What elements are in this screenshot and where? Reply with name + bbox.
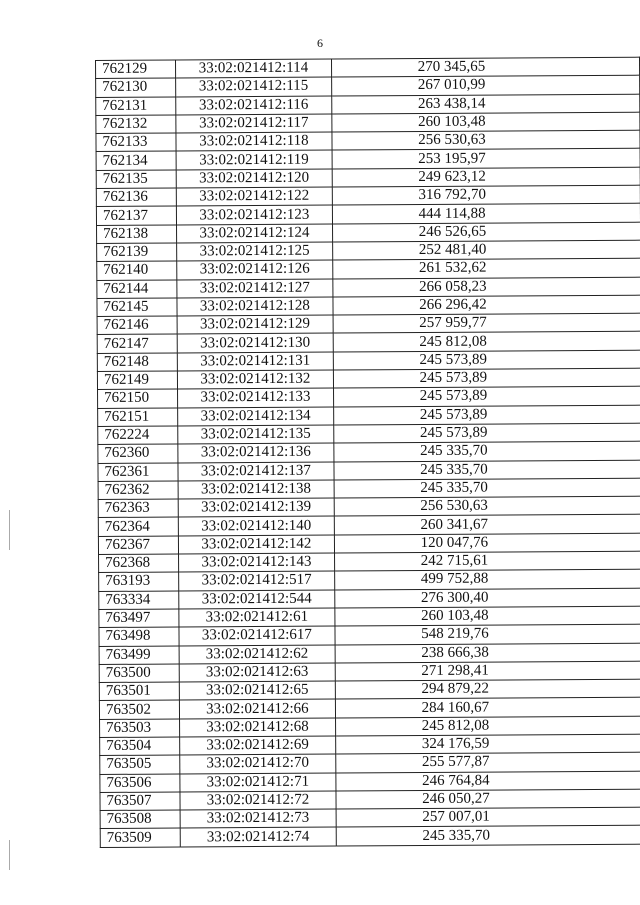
cadastral-number-cell: 33:02:021412:128 — [177, 297, 333, 316]
row-id-cell: 762368 — [99, 554, 179, 573]
cadastral-number-cell: 33:02:021412:68 — [180, 718, 336, 737]
value-cell: 316 792,70 — [332, 185, 640, 205]
value-cell: 266 058,23 — [333, 277, 640, 297]
row-id-cell: 762148 — [97, 353, 177, 372]
row-id-cell: 762130 — [96, 78, 176, 97]
value-cell: 294 879,22 — [335, 679, 640, 699]
row-id-cell: 762131 — [96, 97, 176, 116]
value-cell: 245 812,08 — [333, 332, 640, 352]
row-id-cell: 763503 — [100, 719, 180, 738]
row-id-cell: 762133 — [96, 133, 176, 152]
value-cell: 257 959,77 — [333, 313, 640, 333]
row-id-cell: 762147 — [97, 334, 177, 353]
cadastral-number-cell: 33:02:021412:137 — [178, 462, 334, 481]
row-id-cell: 762136 — [96, 188, 176, 207]
value-cell: 324 176,59 — [335, 734, 640, 754]
row-id-cell: 763502 — [99, 700, 179, 719]
cadastral-number-cell: 33:02:021412:129 — [177, 315, 333, 334]
cadastral-value-table — [95, 57, 640, 848]
row-id-cell: 762144 — [97, 280, 177, 299]
value-cell: 245 335,70 — [334, 460, 640, 480]
value-cell: 267 010,99 — [331, 75, 639, 95]
row-id-cell: 762138 — [97, 225, 177, 244]
cadastral-number-cell: 33:02:021412:123 — [177, 205, 333, 224]
row-id-cell: 763509 — [100, 828, 180, 847]
row-id-cell: 763193 — [99, 572, 179, 591]
value-cell: 249 623,12 — [332, 167, 640, 187]
cadastral-number-cell: 33:02:021412:136 — [178, 443, 334, 462]
cadastral-number-cell: 33:02:021412:132 — [178, 370, 334, 389]
value-cell: 245 573,89 — [333, 368, 640, 388]
document-table-container — [95, 57, 640, 848]
cadastral-number-cell: 33:02:021412:134 — [178, 407, 334, 426]
row-id-cell: 762150 — [98, 389, 178, 408]
value-cell: 245 812,08 — [335, 716, 640, 736]
value-cell: 256 530,63 — [332, 130, 640, 150]
value-cell: 245 335,70 — [334, 441, 640, 461]
row-id-cell: 762360 — [98, 444, 178, 463]
cadastral-number-cell: 33:02:021412:61 — [179, 608, 335, 627]
cadastral-number-cell: 33:02:021412:125 — [177, 242, 333, 261]
value-cell: 253 195,97 — [332, 149, 640, 169]
value-cell: 245 573,89 — [333, 350, 640, 370]
value-cell: 252 481,40 — [332, 240, 640, 260]
cadastral-number-cell: 33:02:021412:65 — [179, 681, 335, 700]
row-id-cell: 763501 — [99, 682, 179, 701]
value-cell: 444 114,88 — [332, 204, 640, 224]
cadastral-number-cell: 33:02:021412:130 — [177, 334, 333, 353]
row-id-cell: 762134 — [96, 151, 176, 170]
scan-edge-mark — [9, 840, 10, 870]
row-id-cell: 762151 — [98, 408, 178, 427]
cadastral-number-cell: 33:02:021412:131 — [177, 352, 333, 371]
cadastral-number-cell: 33:02:021412:72 — [180, 791, 336, 810]
value-cell: 246 526,65 — [332, 222, 640, 242]
value-cell: 271 298,41 — [335, 661, 640, 681]
row-id-cell: 762146 — [97, 316, 177, 335]
row-id-cell: 763508 — [100, 810, 180, 829]
value-cell: 270 345,65 — [331, 57, 639, 77]
cadastral-number-cell: 33:02:021412:143 — [179, 553, 335, 572]
row-id-cell: 763499 — [99, 645, 179, 664]
cadastral-number-cell: 33:02:021412:73 — [180, 809, 336, 828]
row-id-cell: 763505 — [100, 755, 180, 774]
value-cell: 245 335,70 — [334, 478, 640, 498]
cadastral-number-cell: 33:02:021412:70 — [180, 754, 336, 773]
page-number: 6 — [317, 36, 323, 50]
cadastral-number-cell: 33:02:021412:517 — [179, 571, 335, 590]
cadastral-number-cell: 33:02:021412:66 — [180, 699, 336, 718]
row-id-cell: 763506 — [100, 774, 180, 793]
value-cell: 238 666,38 — [335, 643, 640, 663]
cadastral-number-cell: 33:02:021412:133 — [178, 388, 334, 407]
cadastral-number-cell: 33:02:021412:126 — [177, 260, 333, 279]
row-id-cell: 762139 — [97, 243, 177, 262]
row-id-cell: 763500 — [99, 664, 179, 683]
row-id-cell: 762224 — [98, 426, 178, 445]
cadastral-number-cell: 33:02:021412:71 — [180, 773, 336, 792]
cadastral-number-cell: 33:02:021412:69 — [180, 736, 336, 755]
cadastral-number-cell: 33:02:021412:135 — [178, 425, 334, 444]
value-cell: 246 050,27 — [336, 789, 640, 809]
row-id-cell: 762364 — [98, 517, 178, 536]
cadastral-number-cell: 33:02:021412:122 — [176, 187, 332, 206]
value-cell: 245 573,89 — [333, 387, 640, 407]
cadastral-number-cell: 33:02:021412:74 — [180, 828, 336, 847]
value-cell: 255 577,87 — [335, 752, 640, 772]
row-id-cell: 763334 — [99, 591, 179, 610]
value-cell: 263 438,14 — [331, 94, 639, 114]
value-cell: 246 764,84 — [336, 771, 640, 791]
row-id-cell: 762135 — [96, 170, 176, 189]
value-cell: 245 335,70 — [336, 826, 640, 846]
value-cell: 261 532,62 — [332, 258, 640, 278]
cadastral-number-cell: 33:02:021412:115 — [176, 77, 332, 96]
cadastral-number-cell: 33:02:021412:62 — [179, 645, 335, 664]
value-cell: 245 573,89 — [333, 423, 640, 443]
row-id-cell: 762149 — [97, 371, 177, 390]
row-id-cell: 762362 — [98, 481, 178, 500]
value-cell: 548 219,76 — [335, 624, 640, 644]
cadastral-number-cell: 33:02:021412:617 — [179, 626, 335, 645]
cadastral-number-cell: 33:02:021412:120 — [176, 169, 332, 188]
cadastral-number-cell: 33:02:021412:116 — [176, 96, 332, 115]
value-cell: 260 103,48 — [335, 606, 640, 626]
table-body — [96, 57, 640, 847]
value-cell: 260 103,48 — [332, 112, 640, 132]
cadastral-number-cell: 33:02:021412:142 — [179, 535, 335, 554]
value-cell: 276 300,40 — [334, 588, 640, 608]
value-cell: 260 341,67 — [334, 515, 640, 535]
cadastral-number-cell: 33:02:021412:114 — [176, 59, 332, 78]
cadastral-number-cell: 33:02:021412:127 — [177, 279, 333, 298]
cadastral-number-cell: 33:02:021412:63 — [179, 663, 335, 682]
value-cell: 245 573,89 — [333, 405, 640, 425]
cadastral-number-cell: 33:02:021412:118 — [176, 132, 332, 151]
cadastral-number-cell: 33:02:021412:140 — [178, 516, 334, 535]
value-cell: 256 530,63 — [334, 496, 640, 516]
row-id-cell: 762137 — [96, 206, 176, 225]
row-id-cell: 762132 — [96, 115, 176, 134]
scan-edge-mark — [9, 510, 10, 550]
row-id-cell: 763507 — [100, 792, 180, 811]
row-id-cell: 762363 — [98, 499, 178, 518]
value-cell: 499 752,88 — [334, 569, 640, 589]
row-id-cell: 762361 — [98, 463, 178, 482]
cadastral-number-cell: 33:02:021412:119 — [176, 151, 332, 170]
row-id-cell: 763497 — [99, 609, 179, 628]
row-id-cell: 762367 — [98, 536, 178, 555]
value-cell: 266 296,42 — [333, 295, 640, 315]
row-id-cell: 762140 — [97, 261, 177, 280]
row-id-cell: 763504 — [100, 737, 180, 756]
cadastral-number-cell: 33:02:021412:138 — [178, 480, 334, 499]
row-id-cell: 763498 — [99, 627, 179, 646]
cadastral-number-cell: 33:02:021412:544 — [179, 590, 335, 609]
table-row — [100, 826, 640, 848]
row-id-cell: 762129 — [96, 60, 176, 79]
row-id-cell: 762145 — [97, 298, 177, 317]
value-cell: 120 047,76 — [334, 533, 640, 553]
value-cell: 242 715,61 — [334, 551, 640, 571]
value-cell: 257 007,01 — [336, 807, 640, 827]
value-cell: 284 160,67 — [335, 698, 640, 718]
cadastral-number-cell: 33:02:021412:124 — [177, 224, 333, 243]
cadastral-number-cell: 33:02:021412:117 — [176, 114, 332, 133]
cadastral-number-cell: 33:02:021412:139 — [178, 498, 334, 517]
